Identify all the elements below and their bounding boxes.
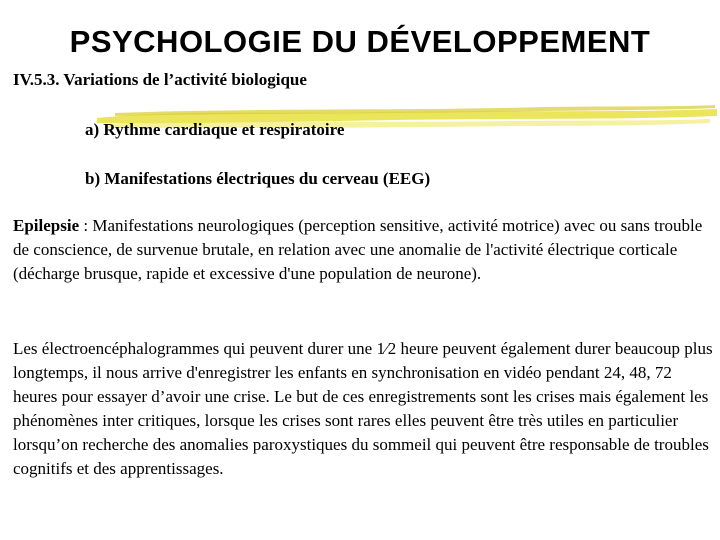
epilepsy-definition: : Manifestations neurologiques (perception sensitive, activité motrice) avec ou sans trouble de conscience, de survenue brutale, en relation avec une anomalie de l'activité électrique corticale (décharge brusque, rapide et excessive d'une population de neurone). — [13, 216, 703, 283]
term-epilepsy: Epilepsie — [13, 216, 80, 235]
paragraph-epilepsy — [13, 214, 713, 286]
page-title: PSYCHOLOGIE DU DÉVELOPPEMENT — [69, 24, 651, 59]
list-item-b: b) Manifestations électriques du cerveau (EEG) — [85, 169, 431, 188]
list-item-a: a) Rythme cardiaque et respiratoire — [85, 120, 345, 139]
paragraph-eeg-recordings: Les électroencéphalogrammes qui peuvent durer une 1⁄2 heure peuvent également durer beaucoup plus longtemps, il nous arrive d'enregistrer les enfants en synchronisation en vidéo pendant 24, 48, 72 heures pour essayer d’avoir une crise. Le but de ces enregistrements sont les crises mais également les phénomènes inter critiques, lorsque les crises sont rares elles peuvent être très utiles en particulier lorsqu’on recherche des anomalies paroxystiques du sommeil qui peuvent être responsable de troubles cognitifs et des apprentissages. — [13, 339, 713, 478]
section-heading: IV.5.3. Variations de l’activité biologique — [13, 70, 307, 89]
